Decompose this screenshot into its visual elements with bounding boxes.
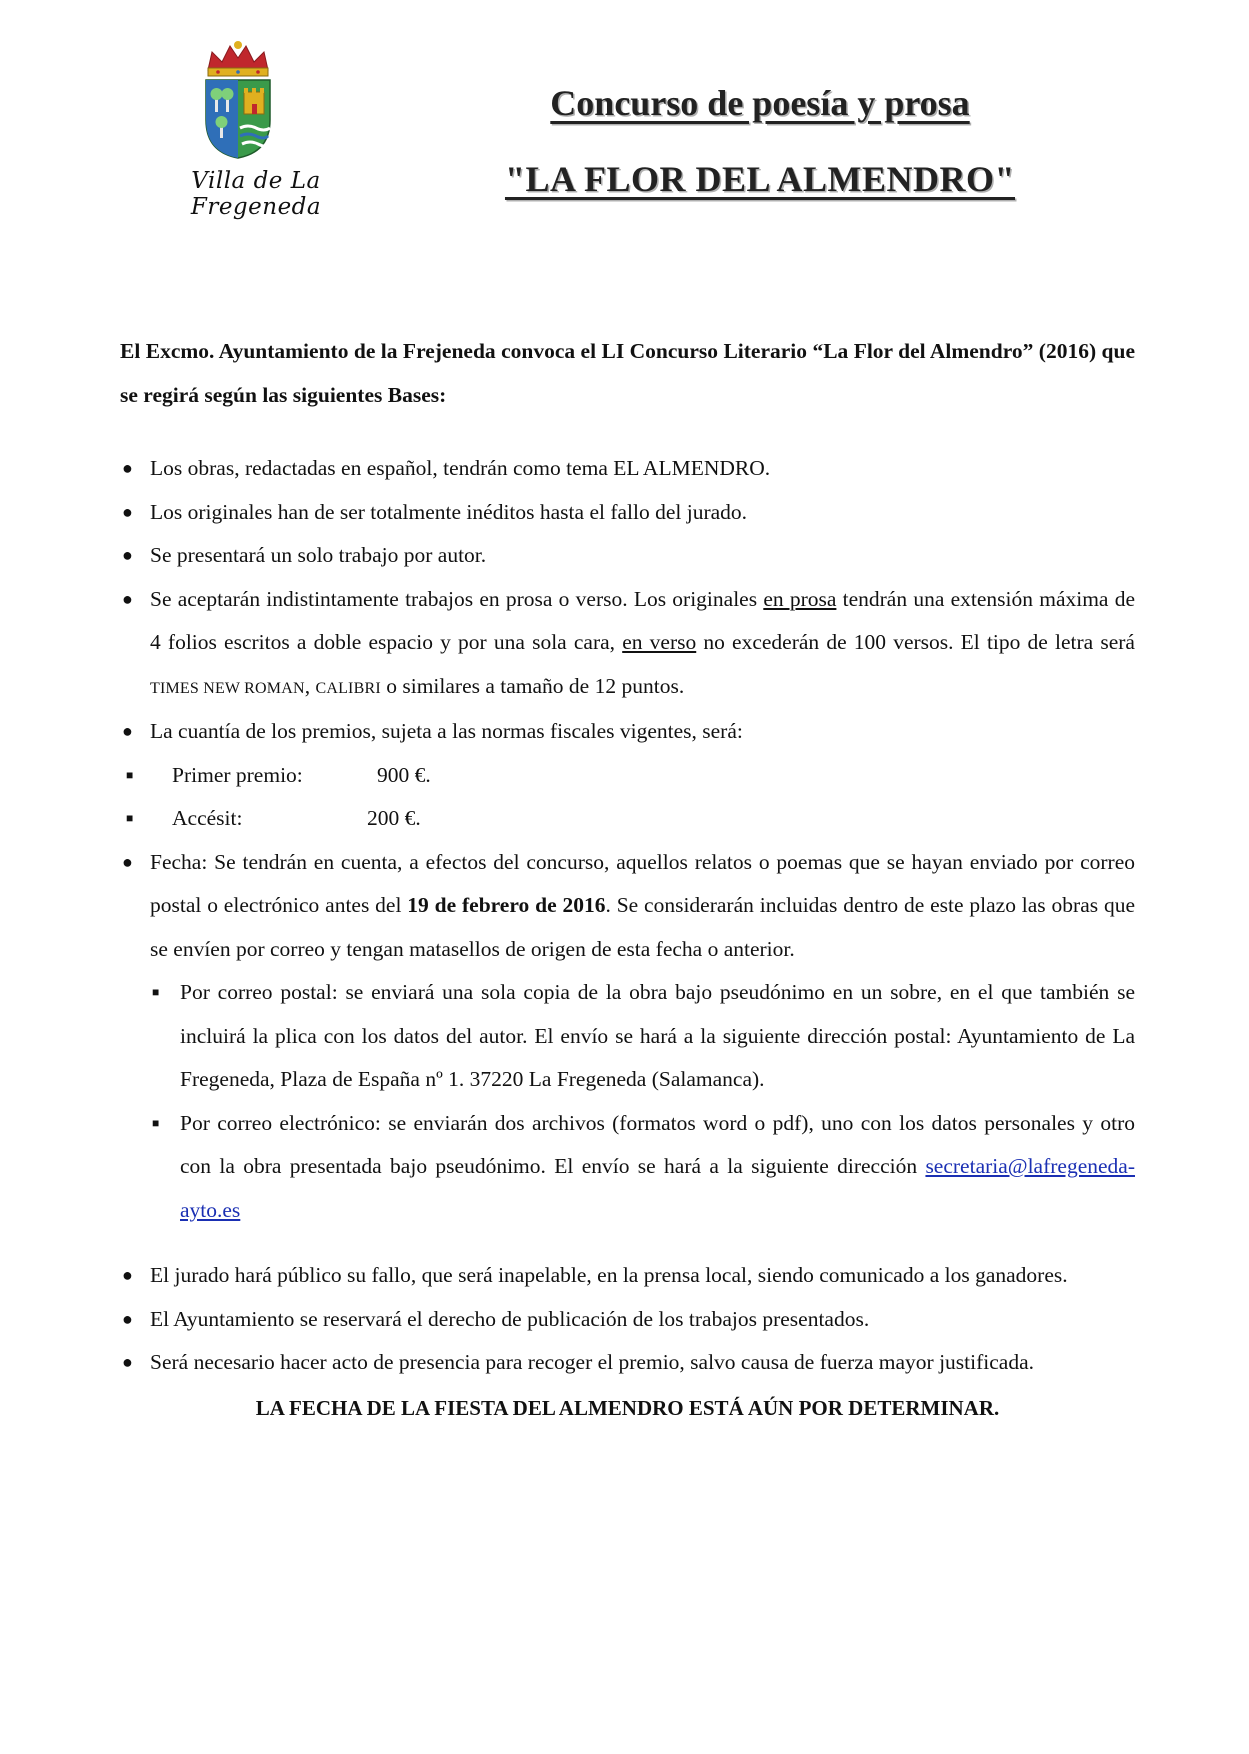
- list-item-text: Se aceptarán indistintamente trabajos en prosa o verso. Los originales: [150, 586, 764, 611]
- prize-label: Accésit:: [172, 806, 243, 830]
- rules-list-final: [120, 1254, 1135, 1385]
- bullet-icon: ●: [122, 501, 133, 522]
- list-item-text: Fecha: Se tendrán en cuenta, a efectos del concurso, aquellos relatos o poemas que se hayan enviado por correo postal o electrónico antes del: [150, 849, 1135, 917]
- list-item: [120, 1298, 1135, 1342]
- underlined-text: en prosa: [763, 586, 837, 611]
- prize-amount: 200 €.: [367, 806, 421, 830]
- page-title: Concurso de poesía y prosa: [550, 83, 970, 123]
- bullet-icon: ●: [122, 1308, 133, 1329]
- bullet-icon: ●: [122, 851, 133, 872]
- prize-label: Primer premio:: [172, 762, 303, 787]
- list-item: [120, 578, 1135, 711]
- list-item: [120, 1341, 1135, 1385]
- underlined-text: en verso: [622, 630, 697, 654]
- coat-of-arms-icon: [198, 40, 278, 160]
- prize-row: [120, 754, 1135, 798]
- rules-list-continued: [120, 841, 1135, 1233]
- bullet-icon: ●: [122, 1265, 133, 1285]
- font-name-text: TIMES NEW ROMAN: [150, 679, 305, 697]
- list-item-text: La cuantía de los premios, sujeta a las normas fiscales vigentes, será:: [150, 719, 743, 743]
- sub-item-postal: [150, 971, 1135, 1102]
- bullet-icon: ●: [122, 588, 133, 609]
- list-item-text: . Se considerarán incluidas dentro de este plazo las obras que se envíen por correo y tengan matasellos de origen de esta fecha o anterior.: [150, 893, 1135, 961]
- list-item-text: o similares a tamaño de 12 puntos.: [380, 673, 685, 698]
- list-item-text: no excederán de 100 versos. El tipo de letra será: [696, 630, 1135, 654]
- list-item-text: Será necesario hacer acto de presencia para recoger el premio, salvo causa de fuerza mayor justificada.: [150, 1350, 1035, 1374]
- closing-notice: LA FECHA DE LA FIESTA DEL ALMENDRO ESTÁ AÚN POR DETERMINAR.: [255, 1395, 1000, 1420]
- sub-item-text: Por correo electrónico: se enviarán dos archivos (formatos word o pdf), uno con los datos personales y otro con la obra presentada bajo pseudónimo. El envío se hará a la siguiente dirección: [180, 1110, 1135, 1178]
- sub-item-email: [150, 1102, 1135, 1233]
- list-item: [120, 447, 1135, 491]
- square-bullet-icon: ■: [126, 767, 134, 782]
- list-item-text: El jurado hará público su fallo, que será inapelable, en la prensa local, siendo comunicado a los ganadores.: [150, 1263, 1068, 1287]
- sub-item-text: Por correo postal: se enviará una sola copia de la obra bajo pseudónimo en un sobre, en el que también se incluirá la plica con los datos del autor. El envío se hará a la siguiente dirección postal: Ayuntamiento de La Fregeneda, Plaza de España nº 1. 37220 La Fregeneda (Salamanca).: [180, 980, 1135, 1091]
- bullet-icon: ●: [122, 721, 133, 741]
- page-subtitle: "LA FLOR DEL ALMENDRO": [504, 159, 1016, 199]
- list-item: [120, 534, 1135, 578]
- rules-list: [120, 447, 1135, 754]
- list-item: [120, 491, 1135, 535]
- intro-paragraph: El Excmo. Ayuntamiento de la Frejeneda convoca el LI Concurso Literario “La Flor del Almendro” (2016) que se regirá según las siguientes Bases:: [120, 339, 1135, 407]
- municipal-logo: [128, 40, 378, 220]
- square-bullet-icon: ■: [152, 1115, 160, 1130]
- bullet-icon: ●: [122, 458, 133, 478]
- list-item-text: El Ayuntamiento se reservará el derecho de publicación de los trabajos presentados.: [150, 1306, 870, 1331]
- square-bullet-icon: ■: [152, 985, 160, 999]
- list-item-text: tendrán una extensión máxima de 4 folios escritos a doble espacio y por una sola cara,: [150, 586, 1135, 654]
- font-name-text: CALIBRI: [315, 679, 381, 697]
- deadline-date: 19 de febrero de 2016: [407, 893, 606, 917]
- list-item: [120, 841, 1135, 1233]
- logo-caption: Villa de La Fregeneda: [190, 168, 322, 220]
- list-item: [120, 1254, 1135, 1298]
- bullet-icon: ●: [122, 545, 133, 565]
- document-body: [120, 330, 1135, 1430]
- list-item-text: Los originales han de ser totalmente inéditos hasta el fallo del jurado.: [150, 499, 748, 524]
- bullet-icon: ●: [122, 1352, 133, 1372]
- list-item: [120, 710, 1135, 754]
- prize-amount: 900 €.: [377, 762, 431, 787]
- prize-row: [120, 797, 1135, 841]
- list-item-text: ,: [304, 673, 316, 698]
- email-link[interactable]: secretaria@lafregeneda-ayto.es: [180, 1154, 1135, 1222]
- list-item-text: Se presentará un solo trabajo por autor.: [150, 543, 487, 567]
- list-item-text: Los obras, redactadas en español, tendrán como tema EL ALMENDRO.: [150, 456, 771, 480]
- square-bullet-icon: ■: [126, 811, 134, 825]
